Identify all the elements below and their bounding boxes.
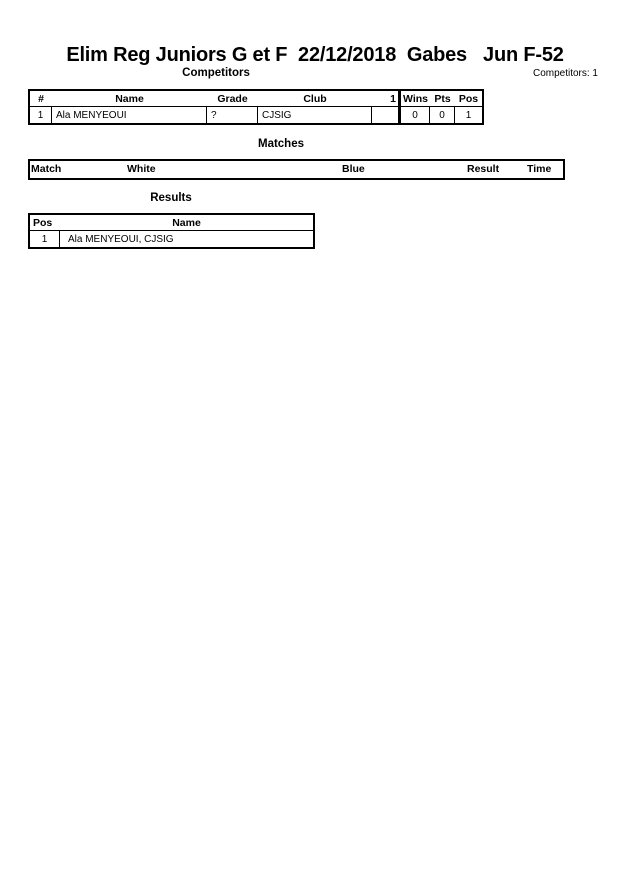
col-header-grade: Grade <box>217 92 248 105</box>
col-header-white: White <box>127 163 156 175</box>
col-header-num: # <box>38 92 44 105</box>
page-title: Elim Reg Juniors G et F 22/12/2018 Gabes Jun F-52 <box>66 44 564 66</box>
competitors-heading: Competitors <box>182 67 250 79</box>
competitors-header-row <box>30 91 398 106</box>
col-header-match: Match <box>31 163 62 175</box>
col-header-pts: Pts <box>434 92 451 105</box>
result-row <box>30 230 313 247</box>
competitor-num: 1 <box>30 107 52 123</box>
col-header-time: Time <box>527 163 552 175</box>
result-pos: 1 <box>30 231 60 247</box>
competitor-club: CJSIG <box>258 107 372 123</box>
competitor-grade: ? <box>207 107 258 123</box>
competitor-pos: 1 <box>465 109 472 121</box>
results-heading: Results <box>150 192 192 204</box>
col-header-name: Name <box>115 92 144 105</box>
col-header-match1: 1 <box>390 92 396 105</box>
col-header-wins: Wins <box>403 92 428 105</box>
col-header-result-name: Name <box>172 216 201 229</box>
competitor-name: Ala MENYEOUI <box>52 107 207 123</box>
col-header-result-pos: Pos <box>33 216 53 229</box>
competitors-count-label: Competitors: 1 <box>532 68 598 79</box>
matches-heading: Matches <box>257 138 305 150</box>
competitor-match1-cell <box>372 107 398 123</box>
col-header-result: Result <box>467 163 500 175</box>
col-header-pos: Pos <box>458 92 479 105</box>
result-name: Ala MENYEOUI, CJSIG <box>68 233 174 245</box>
score-row <box>401 106 482 123</box>
competitors-table <box>28 89 484 125</box>
competitor-wins: 0 <box>401 107 430 123</box>
competitors-table-score <box>399 89 484 125</box>
score-header-row <box>401 91 482 106</box>
results-header-row <box>30 215 313 230</box>
competitor-pts: 0 <box>430 107 455 123</box>
matches-table <box>28 159 565 180</box>
competitors-table-main <box>28 89 400 125</box>
competitor-row <box>30 106 398 123</box>
results-table <box>28 213 315 249</box>
col-header-club: Club <box>303 92 327 105</box>
col-header-blue: Blue <box>342 163 365 175</box>
